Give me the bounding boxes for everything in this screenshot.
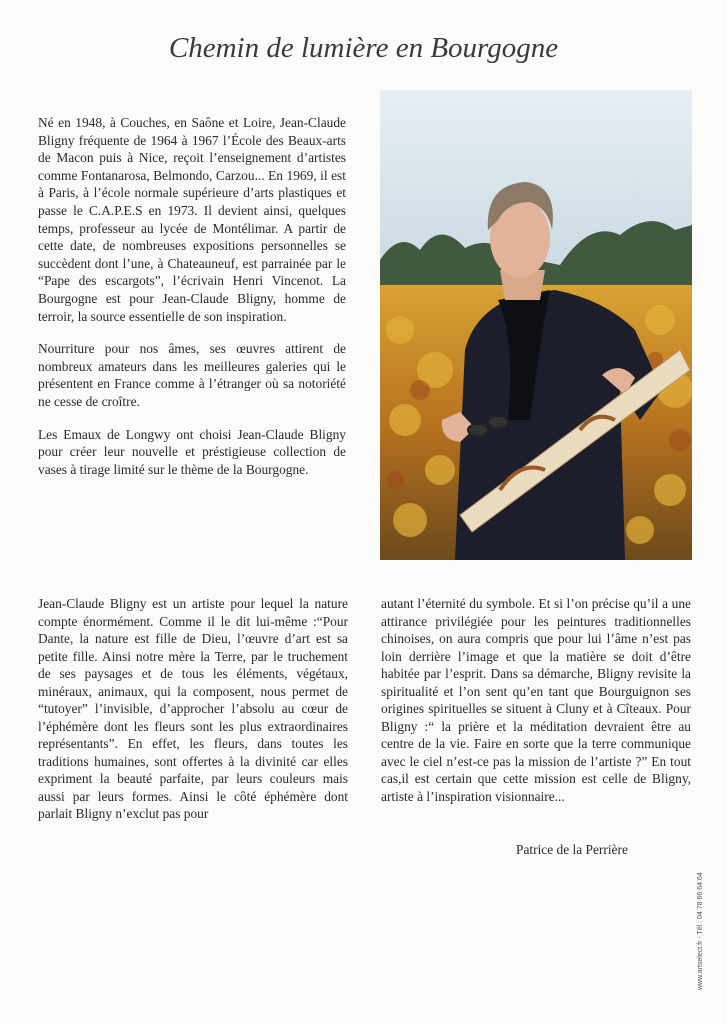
contact-note: www.artselect.fr - Tél : 04 78 66 64 64 bbox=[697, 872, 704, 990]
article-column-right bbox=[381, 595, 691, 805]
artist-portrait-illustration bbox=[380, 90, 692, 560]
page-title: Chemin de lumière en Bourgogne bbox=[168, 32, 559, 64]
intro-paragraph: Les Emaux de Longwy ont choisi Jean-Claude Bligny pour créer leur nouvelle et préstigieuse collection de vases à tirage limité sur le thème de la Bourgogne. bbox=[38, 426, 346, 477]
author-signature: Patrice de la Perrière bbox=[516, 842, 628, 857]
article-column-left bbox=[38, 595, 348, 823]
column-text: Jean-Claude Bligny est un artiste pour lequel la nature compte énormément. Comme il le dit lui-même :“Pour Dante, la nature est fille de Dieu, l’œuvre d’art est sa petite fille. Ainsi notre mère la Terre, par le truchement de ses paysages et de tous les éléments, végétaux, minéraux, animaux, qui la composent, nous permet de “tutoyer” l’invisible, d’approcher l’absolu au cœur de l’éphémère dont les fleurs sont les plus extraordinaires représentants”. En effet, les fleurs, dans toutes les traditions humaines, sont offertes à la divinité car elles expriment la beauté parfaite, par leurs couleurs mais aussi par leurs formes. Ainsi le côté éphémère dont parlait Bligny n’exclut pas pour bbox=[38, 596, 348, 821]
intro-paragraph: Nourriture pour nos âmes, ses œuvres attirent de nombreux amateurs dans les meilleures galeries qui le présentent en France comme à l’étranger où sa notoriété ne cesse de croître. bbox=[38, 341, 346, 409]
column-text: autant l’éternité du symbole. Et si l’on précise qu’il a une attirance privilégiée pour les peintures traditionnelles chinoises, on aura compris que pour lui l’âme n’est pas loin derrière l’image et que la matière se doit d’être habitée par l’esprit. Dans sa démarche, Bligny revisite la spiritualité et l’on sent qu’en tant que Bourguignon ses origines spirituelles se situent à Cluny et à Cîteaux. Pour Bligny :“ la prière et la méditation devraient être au centre de la vie. Faire en sorte que la terre communique avec le ciel n’est-ce pas la mission de l’artiste ?” En tout cas,il est certain que cette mission est celle de Bligny, artiste à l’inspiration visionnaire... bbox=[381, 596, 691, 804]
artist-photo bbox=[380, 90, 692, 560]
intro-text bbox=[38, 114, 346, 493]
intro-paragraph: Né en 1948, à Couches, en Saône et Loire, Jean-Claude Bligny fréquente de 1964 à 1967 l’École des Beaux-arts de Macon puis à Nice, reçoit l’enseignement d’artistes comme Fontanarosa, Belmondo, Carzou... En 1969, il est à Paris, à l’école normale supérieure d’arts plastiques et passe le C.A.P.E.S en 1973. Il devient ainsi, quelques temps, professeur au lycée de Montélimar. A partir de cette date, de nombreuses expositions personnelles se succèdent dont l’une, à Chateauneuf, est parrainée par le “Pape des escargots”, l’écrivain Henri Vincenot. La Bourgogne est pour Jean-Claude Bligny, homme de terroir, la source essentielle de son inspiration. bbox=[38, 115, 346, 324]
